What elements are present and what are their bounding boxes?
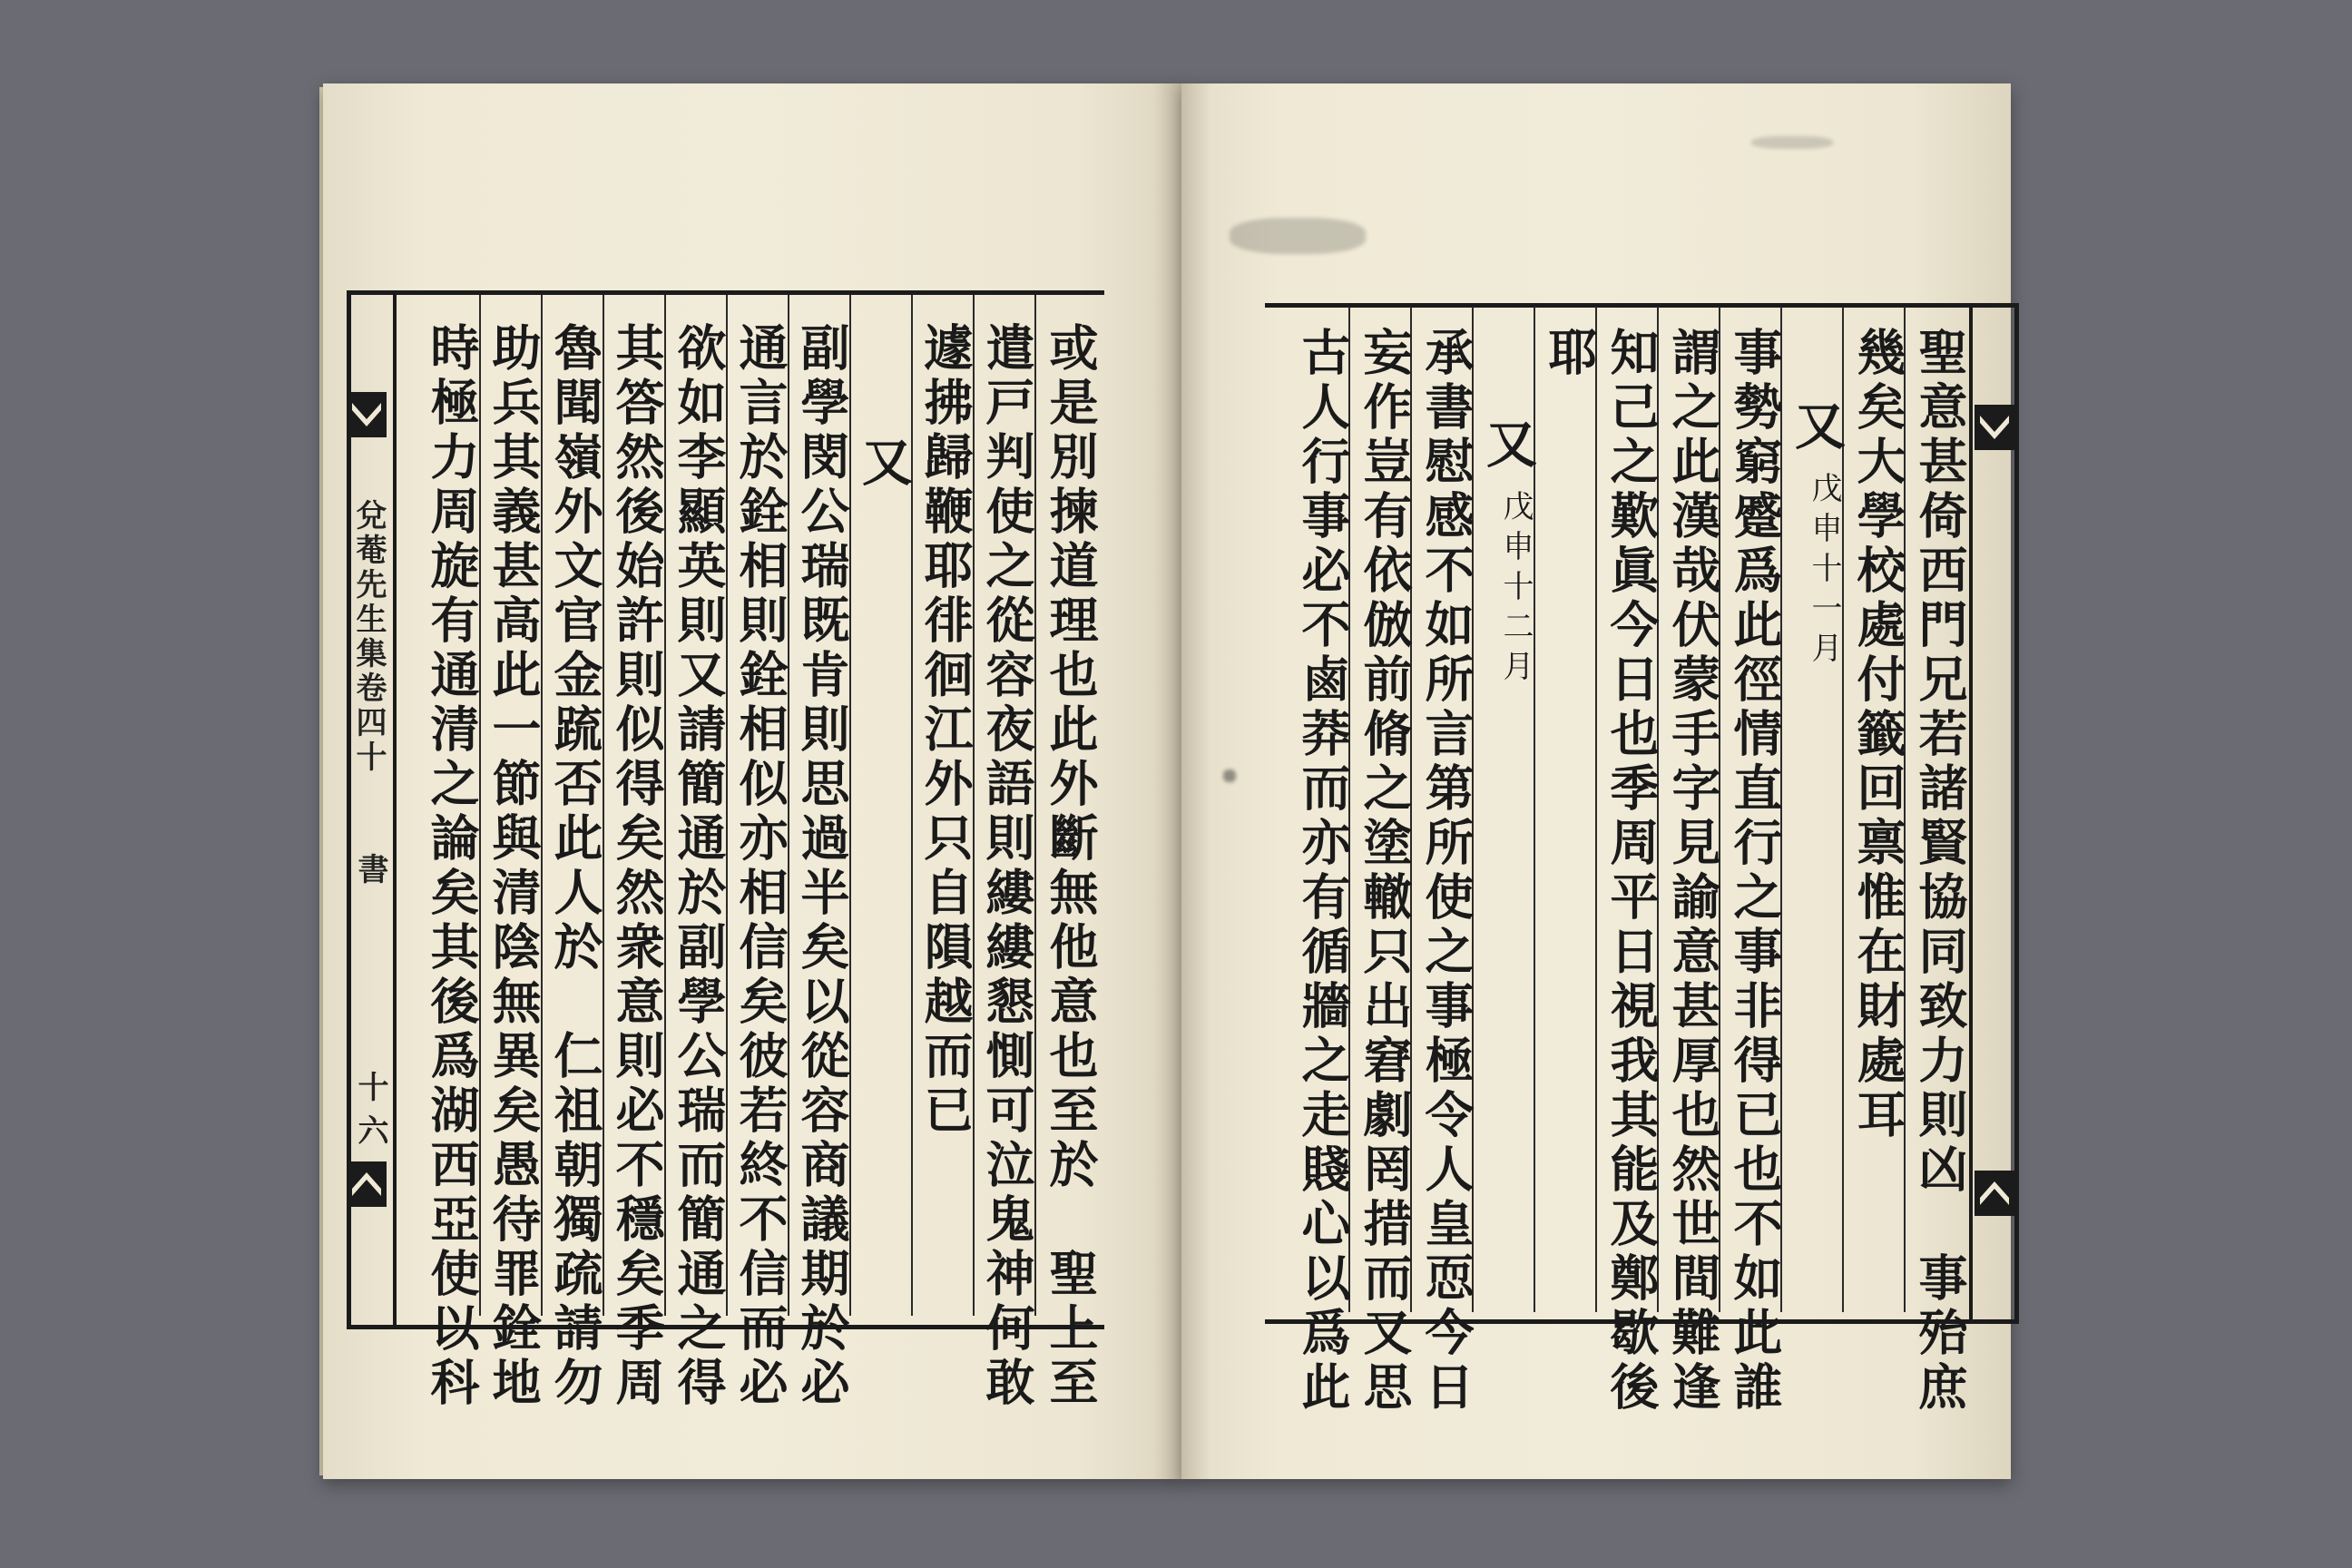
letter-date: 戊申十二月 <box>1497 490 1534 690</box>
text-column: 幾矣大學校處付籤回禀惟在財處耳 <box>1849 327 1907 1143</box>
margin-rule <box>393 290 397 1329</box>
text-column: 或是別揀道理也此外斷無他意也至於 聖上至 <box>1042 322 1100 1411</box>
page-number: 十六 <box>352 1071 388 1158</box>
text-column: 謂之此漢哉伏蒙手字見諭意甚厚也然世間難逢 <box>1664 327 1722 1416</box>
ink-smudge <box>1230 218 1366 254</box>
letter-date: 戊申十一月 <box>1806 472 1842 671</box>
fishtail-ornament-right-top <box>1975 405 2014 450</box>
letter-heading: 又 <box>1787 399 1847 456</box>
column-rule <box>1595 307 1597 1312</box>
fishtail-ornament-bottom <box>347 1161 387 1207</box>
letter-heading: 又 <box>1478 417 1538 474</box>
page-center-column <box>347 290 388 1320</box>
letter-heading: 又 <box>854 436 914 492</box>
fishtail-ornament-right-bottom <box>1975 1171 2014 1216</box>
text-column: 其答然後始許則似得矣然衆意則必不穩矣季周 <box>608 322 666 1411</box>
text-column: 事勢窮蹙爲此徑情直行之事非得已也不如此誰 <box>1726 327 1784 1416</box>
text-column: 魯聞嶺外文官金䟽否此人於 仁祖朝獨疏請勿 <box>546 322 604 1411</box>
margin-rule <box>1969 303 1973 1324</box>
text-column: 通言於銓相則銓相似亦相信矣彼若終不信而必 <box>731 322 789 1411</box>
text-column: 助兵其義甚高此一節與清陰無異矣愚待罪銓地 <box>485 322 543 1411</box>
text-column: 耶 <box>1541 327 1599 381</box>
fishtail-ornament-top <box>347 392 387 437</box>
book-title: 兌菴先生集卷四十 <box>350 499 387 775</box>
text-column: 時極力周旋有通清之論矣其後爲湖西亞使以科 <box>423 322 481 1411</box>
text-column: 知己之歎眞今日也季周平日視我其能及鄭歇後 <box>1602 327 1661 1416</box>
column-rule <box>1842 307 1844 1312</box>
text-column: 古人行事必不鹵莽而亦有循牆之走賤心以爲此 <box>1294 327 1352 1416</box>
text-column: 承書慰感不如所言第所使之事極令人皇恧今日 <box>1417 327 1475 1416</box>
text-column: 聖意甚倚西門兄若諸賢協同致力則凶 事殆庶 <box>1911 327 1969 1416</box>
text-column: 遣戸判使之從容夜語則縷縷懇惻可泣鬼神何敢 <box>978 322 1036 1411</box>
book-gutter <box>1152 83 1210 1479</box>
ink-smudge <box>1751 136 1833 149</box>
section-label: 書 <box>352 853 388 884</box>
text-column: 副學閔公瑞既肯則思過半矣以從容商議期於必 <box>793 322 851 1411</box>
text-column: 欲如李顯英則又請簡通於副學公瑞而簡通之得 <box>670 322 728 1411</box>
ink-spot <box>1223 769 1236 782</box>
text-column: 妄作豈有依倣前脩之塗轍只出窘劇罔措而又思 <box>1356 327 1414 1416</box>
text-column: 遽拂歸鞭耶徘徊江外只自隕越而已 <box>916 322 975 1139</box>
